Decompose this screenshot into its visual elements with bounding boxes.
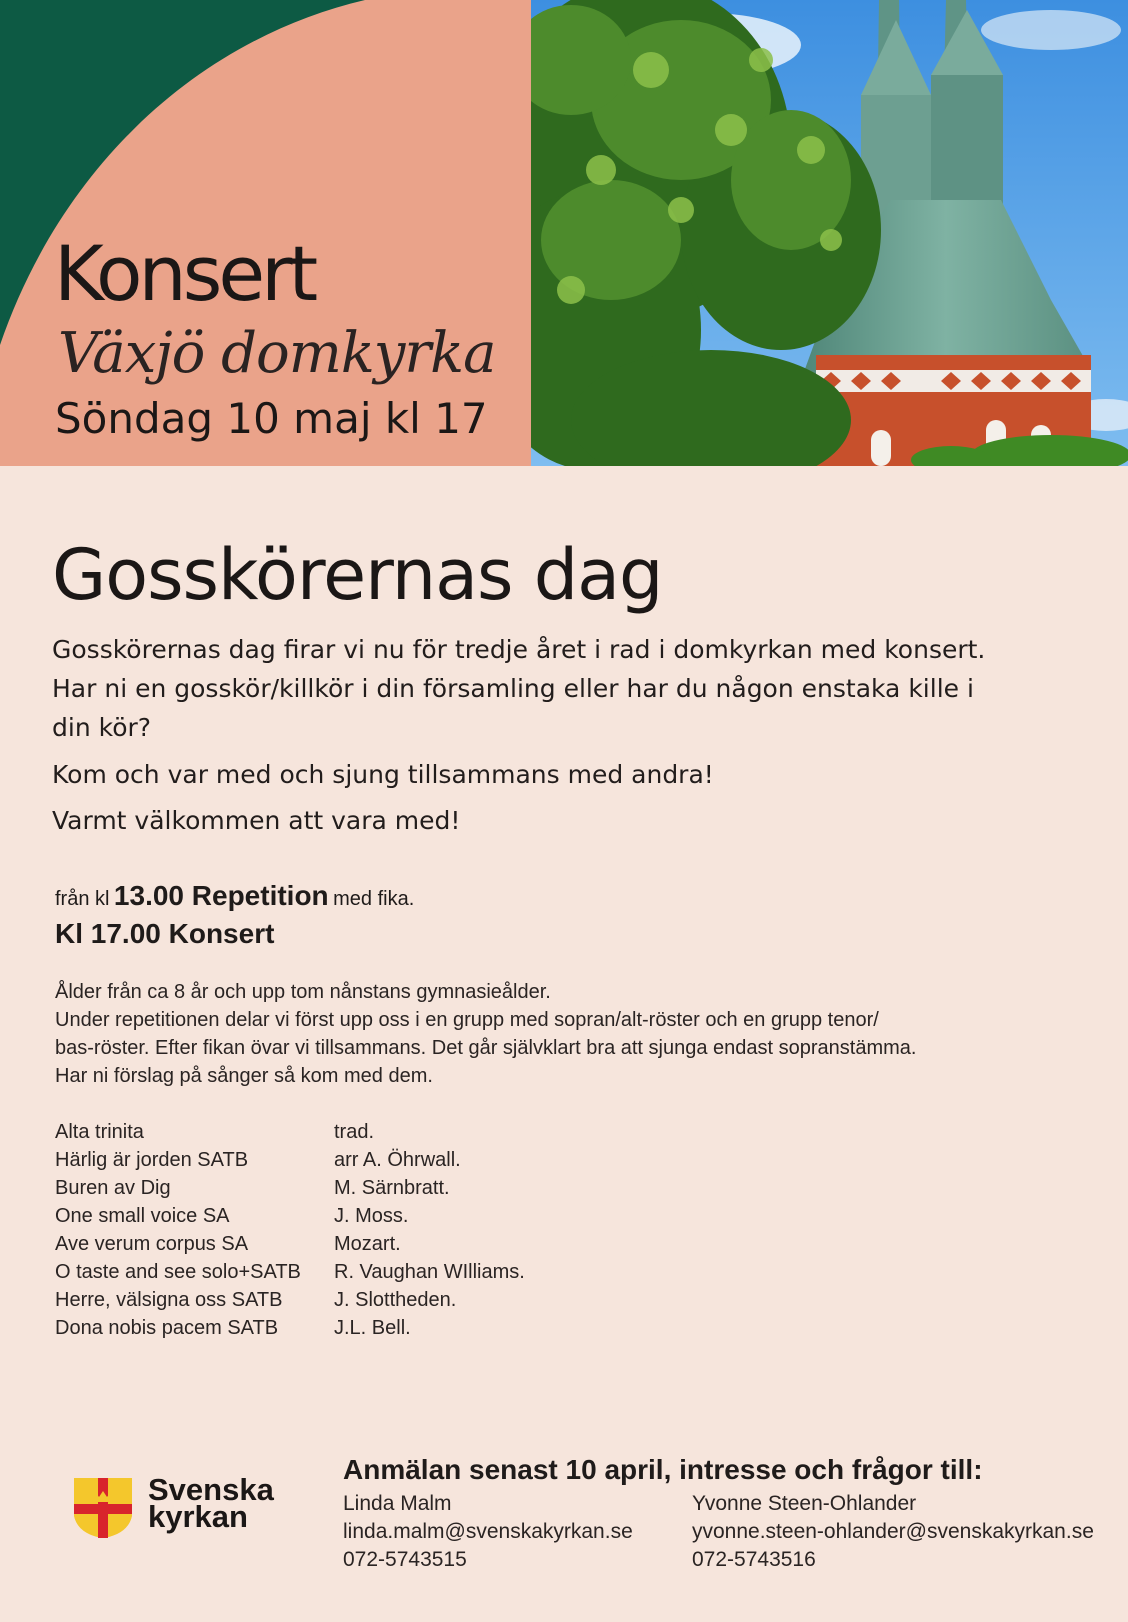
crown-cross-shield-icon [74, 1478, 132, 1538]
cathedral-photo [531, 0, 1128, 466]
contact-phone[interactable]: 072-5743516 [692, 1548, 816, 1571]
svenska-kyrkan-logo [74, 1472, 294, 1538]
details-line: Har ni förslag på sånger så kom med dem. [55, 1065, 433, 1087]
song-composer: J. Slottheden. [334, 1289, 457, 1311]
song-title: Herre, välsigna oss SATB [55, 1289, 283, 1311]
song-title: Buren av Dig [55, 1177, 171, 1199]
contact-card [343, 1490, 633, 1574]
repertoire-row [55, 1202, 615, 1230]
details-text [55, 978, 1015, 1090]
welcome-text: Varmt välkommen att vara med! [52, 806, 461, 835]
song-composer: Mozart. [334, 1233, 401, 1255]
song-title: Härlig är jorden SATB [55, 1149, 249, 1171]
details-line: Ålder från ca 8 år och upp tom nånstans gymnasieålder. [55, 981, 551, 1003]
song-composer: J. Moss. [334, 1205, 409, 1227]
invite-text: Kom och var med och sjung tillsammans med andra! [52, 760, 714, 789]
venue-name: Växjö domkyrka [58, 321, 496, 386]
repertoire-row [55, 1118, 615, 1146]
repertoire-list [55, 1118, 615, 1342]
registration-heading: Anmälan senast 10 april, intresse och frågor till: [343, 1454, 983, 1485]
concert-date: Söndag 10 maj kl 17 [55, 394, 488, 443]
song-title: Ave verum corpus SA [55, 1233, 249, 1255]
logo-text [148, 1472, 274, 1534]
contact-email[interactable]: yvonne.steen-ohlander@svenskakyrkan.se [692, 1520, 1094, 1543]
concert-title: Konsert [54, 229, 315, 318]
song-composer: trad. [334, 1121, 375, 1143]
details-line: Under repetitionen delar vi först upp oss i en grupp med sopran/alt-röster och en grupp tenor/ [55, 1009, 879, 1031]
song-composer: M. Särnbratt. [334, 1177, 450, 1199]
song-title: O taste and see solo+SATB [55, 1261, 301, 1283]
repertoire-row [55, 1146, 615, 1174]
repertoire-row [55, 1230, 615, 1258]
contact-card [692, 1490, 1094, 1574]
repertoire-row [55, 1314, 615, 1342]
repertoire-row [55, 1258, 615, 1286]
logo-line: kyrkan [148, 1499, 248, 1534]
song-composer: arr A. Öhrwall. [334, 1149, 461, 1171]
rehearsal-prefix: från kl [55, 888, 110, 910]
page-headline: Gosskörernas dag [52, 534, 663, 616]
contact-email[interactable]: linda.malm@svenskakyrkan.se [343, 1520, 633, 1543]
contact-name: Linda Malm [343, 1492, 452, 1515]
song-title: One small voice SA [55, 1205, 230, 1227]
song-title: Alta trinita [55, 1121, 144, 1143]
contact-name: Yvonne Steen-Ohlander [692, 1492, 917, 1515]
repertoire-row [55, 1174, 615, 1202]
rehearsal-time: 13.00 Repetition [113, 880, 329, 911]
hero-banner [0, 0, 1128, 466]
rehearsal-line [55, 880, 414, 912]
intro-text: Gosskörernas dag firar vi nu för tredje året i rad i domkyrkan med konsert. Har ni en gosskör/killkör i din församling eller har du någon enstaka kille i din kör? [52, 635, 986, 742]
details-line: bas-röster. Efter fikan övar vi tillsammans. Det går självklart bra att sjunga endast sopranstämma. [55, 1037, 917, 1059]
song-title: Dona nobis pacem SATB [55, 1317, 279, 1339]
contact-phone[interactable]: 072-5743515 [343, 1548, 467, 1571]
concert-time: Kl 17.00 Konsert [55, 918, 275, 949]
repertoire-row [55, 1286, 615, 1314]
song-composer: R. Vaughan WIlliams. [334, 1261, 525, 1283]
rehearsal-suffix: med fika. [333, 888, 415, 910]
logo-line: Svenska [148, 1472, 274, 1507]
song-composer: J.L. Bell. [334, 1317, 411, 1339]
